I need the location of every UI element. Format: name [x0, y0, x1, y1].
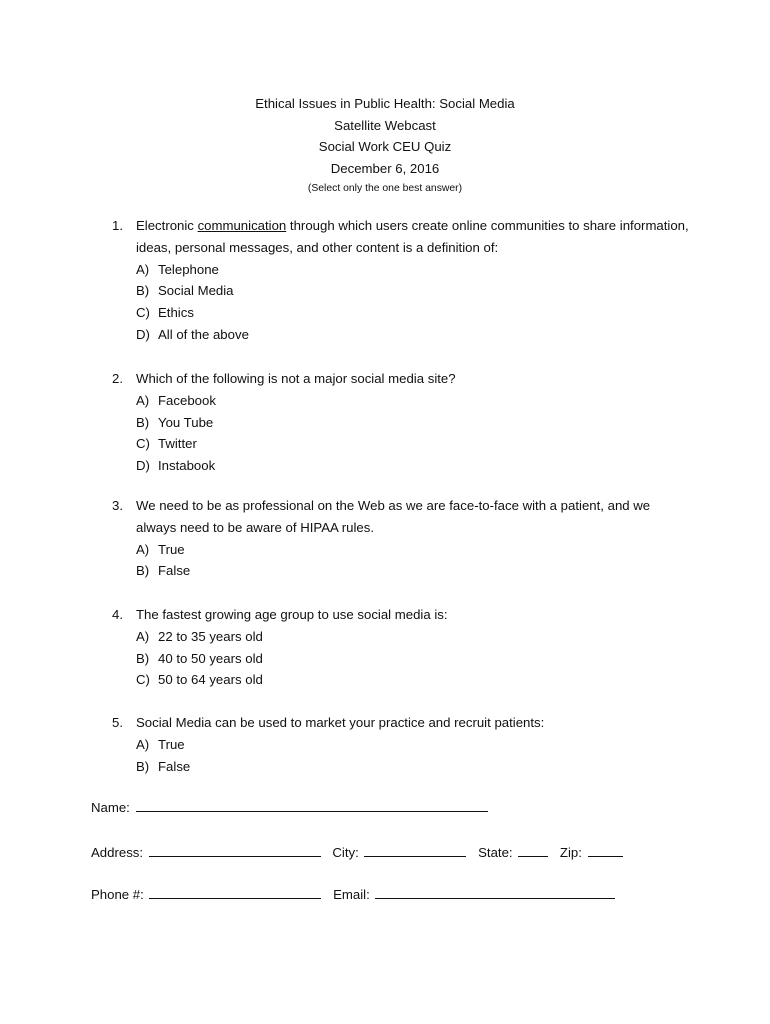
- email-field[interactable]: [375, 884, 615, 899]
- answer-options: [112, 390, 692, 477]
- name-field[interactable]: [136, 797, 488, 812]
- answer-option-d[interactable]: D) Instabook: [136, 458, 216, 474]
- answer-option-b[interactable]: B) Social Media: [136, 283, 234, 299]
- address-row: [91, 842, 631, 863]
- question-3: [112, 495, 692, 582]
- question-text: Social Media can be used to market your practice and recruit patients:: [136, 715, 545, 730]
- state-label: State:: [478, 845, 513, 860]
- answer-option-a[interactable]: A) True: [136, 541, 185, 557]
- state-field[interactable]: [518, 842, 548, 857]
- question-2: [112, 368, 692, 477]
- answer-option-a[interactable]: A) Facebook: [136, 392, 216, 408]
- email-label: Email:: [333, 887, 370, 902]
- answer-option-a[interactable]: A) True: [136, 736, 185, 752]
- phone-label: Phone #:: [91, 887, 144, 902]
- answer-options: [112, 259, 692, 346]
- question-text: Which of the following is not a major social media site?: [136, 371, 456, 386]
- phone-email-row: [91, 884, 623, 905]
- answer-option-a[interactable]: A) Telephone: [136, 261, 219, 277]
- quiz-instructions: (Select only the one best answer): [307, 183, 463, 195]
- address-label: Address:: [91, 845, 144, 860]
- question-4: [112, 604, 692, 691]
- answer-option-d[interactable]: D) All of the above: [136, 326, 249, 342]
- question-1: [112, 215, 692, 346]
- phone-field[interactable]: [149, 884, 321, 899]
- question-number: 3.: [112, 498, 123, 513]
- answer-option-c[interactable]: C) Ethics: [136, 305, 194, 321]
- answer-options: [112, 734, 692, 778]
- question-text: We need to be as professional on the Web as we are face-to-face with a patient, and we always need to be aware of HIPAA rules.: [136, 498, 651, 535]
- answer-option-a[interactable]: A) 22 to 35 years old: [136, 628, 263, 644]
- question-5: [112, 712, 692, 777]
- address-field[interactable]: [149, 842, 321, 857]
- answer-option-b[interactable]: B) 40 to 50 years old: [136, 650, 263, 666]
- answer-option-b[interactable]: B) False: [136, 563, 191, 579]
- question-number: 5.: [112, 715, 123, 730]
- city-field[interactable]: [364, 842, 466, 857]
- name-label: Name:: [91, 800, 130, 815]
- question-number: 1.: [112, 218, 123, 233]
- answer-option-c[interactable]: C) Twitter: [136, 436, 197, 452]
- name-row: [91, 797, 496, 818]
- answer-options: [112, 539, 692, 583]
- question-number: 2.: [112, 371, 123, 386]
- question-text: Electronic communication through which users create online communities to share information, ideas, personal messages, and other content is a definition of:: [136, 218, 689, 255]
- quiz-date: December 6, 2016: [330, 160, 440, 176]
- question-text: The fastest growing age group to use social media is:: [136, 607, 448, 622]
- zip-label: Zip:: [559, 845, 582, 860]
- question-number: 4.: [112, 607, 123, 622]
- underlined-term: communication: [197, 218, 287, 233]
- city-label: City:: [332, 845, 359, 860]
- quiz-subtitle: Satellite Webcast: [334, 117, 436, 133]
- answer-options: [112, 626, 692, 691]
- answer-option-c[interactable]: C) 50 to 64 years old: [136, 672, 263, 688]
- quiz-title: Ethical Issues in Public Health: Social Media: [255, 96, 515, 111]
- answer-option-b[interactable]: B) False: [136, 758, 191, 774]
- quiz-type: Social Work CEU Quiz: [318, 139, 452, 155]
- answer-option-b[interactable]: B) You Tube: [136, 414, 214, 430]
- quiz-header: [0, 93, 770, 199]
- zip-field[interactable]: [588, 842, 623, 857]
